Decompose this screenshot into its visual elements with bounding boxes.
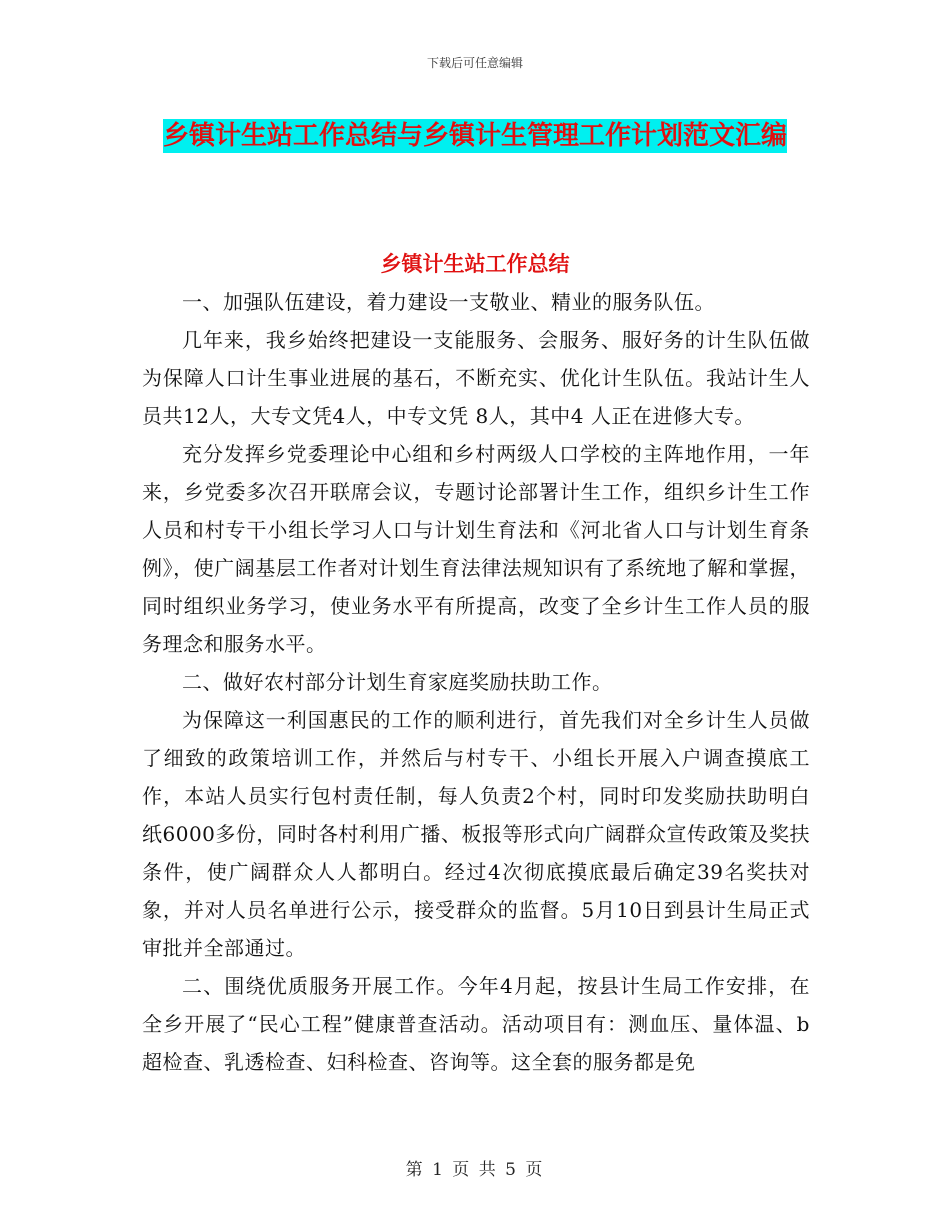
document-title-text: 乡镇计生站工作总结与乡镇计生管理工作计划范文汇编 [162,121,787,151]
paragraph: 几年来，我乡始终把建设一支能服务、会服务、服好务的计生队伍做为保障人口计生事业进展的基石，不断充实、优化计生队伍。我站计生人员共12人，大专文凭4人，中专文凭 8人，其中4 人正在进修大专。 [142,328,810,428]
section-title: 乡镇计生站工作总结 [380,252,570,276]
page-header-note: 下载后可任意编辑 [426,56,523,70]
page-number-footer: 第 1 页 共 5 页 [405,1160,545,1180]
document-body [142,283,810,1081]
paragraph: 二、围绕优质服务开展工作。今年4月起，按县计生局工作安排，在全乡开展了“民心工程”健康普查活动。活动项目有：测血压、量体温、b超检查、乳透检查、妇科检查、咨询等。这全套的服务都是免 [142,974,810,1074]
paragraph: 一、加强队伍建设，着力建设一支敬业、精业的服务队伍。 [182,290,715,314]
paragraph: 为保障这一利国惠民的工作的顺利进行，首先我们对全乡计生人员做了细致的政策培训工作，并然后与村专干、小组长开展入户调查摸底工作，本站人员实行包村责任制，每人负责2个村，同时印发奖励扶助明白纸6000多份，同时各村利用广播、板报等形式向广阔群众宣传政策及奖扶条件，使广阔群众人人都明白。经过4次彻底摸底最后确定39名奖扶对象，并对人员名单进行公示，接受群众的监督。5月10日到县计生局正式审批并全部通过。 [142,708,810,960]
paragraph: 充分发挥乡党委理论中心组和乡村两级人口学校的主阵地作用，一年来，乡党委多次召开联席会议，专题讨论部署计生工作，组织乡计生工作人员和村专干小组长学习人口与计划生育法和《河北省人口与计划生育条例》，使广阔基层工作者对计划生育法律法规知识有了系统地了解和掌握，同时组织业务学习，使业务水平有所提高，改变了全乡计生工作人员的服务理念和服务水平。 [142,442,810,656]
document-title [140,110,810,162]
paragraph: 二、做好农村部分计划生育家庭奖励扶助工作。 [182,670,613,694]
